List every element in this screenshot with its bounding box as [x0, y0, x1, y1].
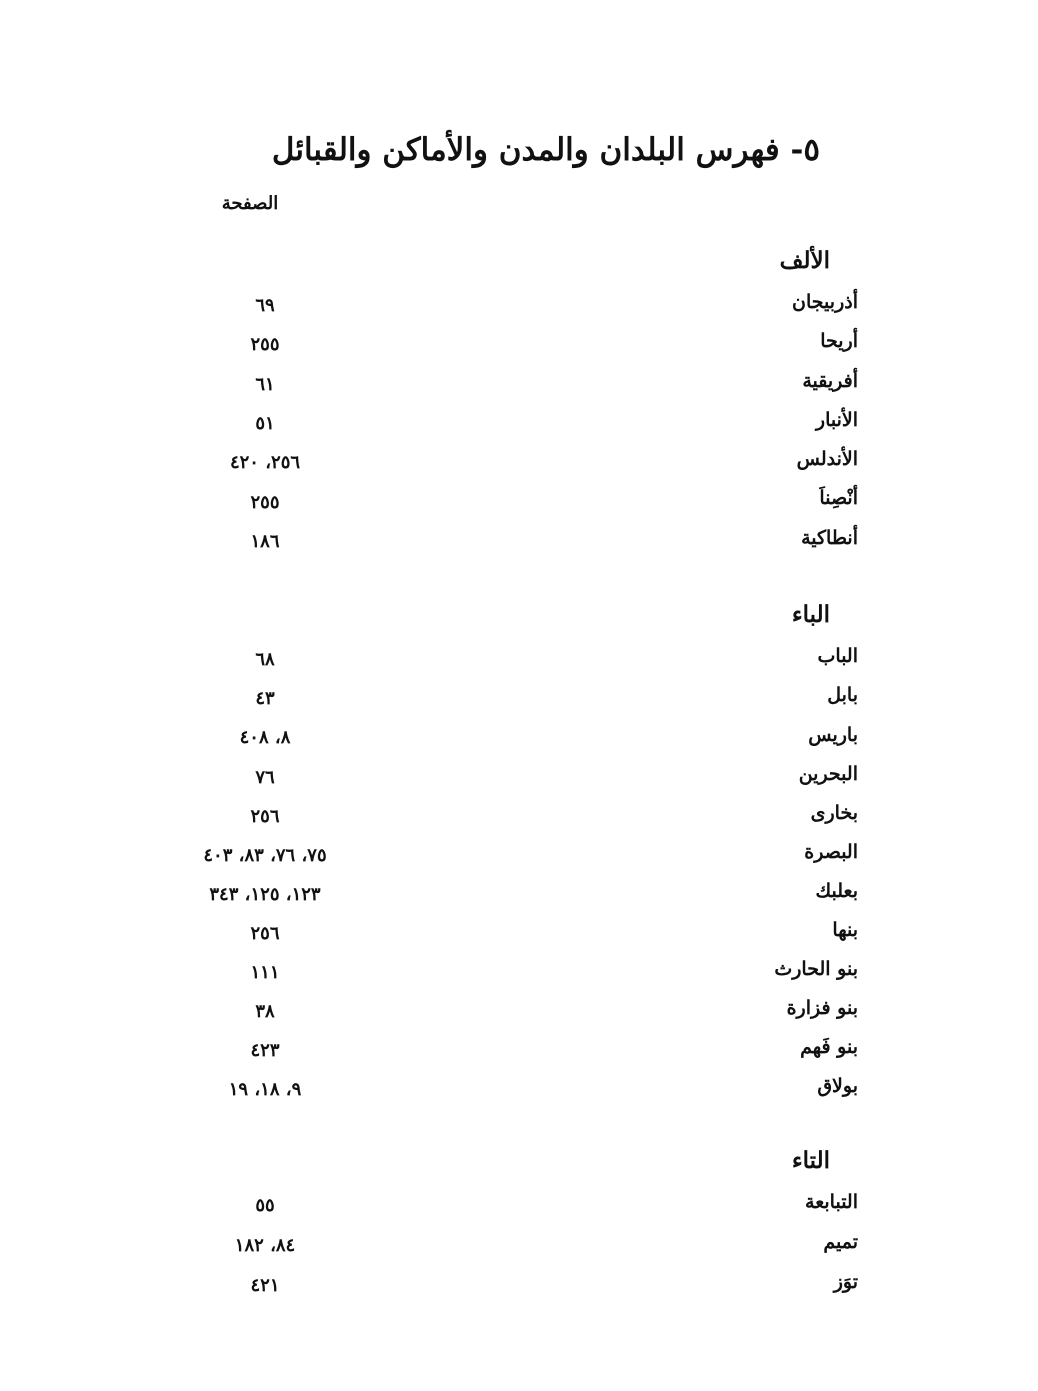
entry-name: الأنبار	[815, 409, 858, 431]
entry-pages: ٥١	[255, 413, 275, 434]
entry-pages: ٩، ١٨، ١٩	[228, 1079, 302, 1100]
entry-name: بنو فَهم	[800, 1036, 858, 1058]
entry-pages: ٥٥	[255, 1195, 275, 1216]
entry-pages: ٢٥٦	[250, 923, 280, 944]
entry-pages: ٤٢١	[250, 1275, 280, 1296]
entry-name: توَز	[833, 1271, 858, 1293]
entry-name: أنطاكية	[801, 527, 858, 549]
section-heading: الألف	[779, 247, 830, 274]
entry-name: أنْصِناَ	[819, 487, 858, 509]
entry-pages: ٤٢٣	[250, 1040, 280, 1061]
section-heading: الباء	[791, 601, 830, 628]
entry-pages: ٦٩	[255, 295, 275, 316]
entry-name: بولاق	[817, 1075, 858, 1097]
entry-pages: ٤٣	[255, 688, 275, 709]
entry-pages: ٨، ٤٠٨	[239, 727, 291, 748]
entry-pages: ١٢٣، ١٢٥، ٣٤٣	[209, 884, 321, 905]
entry-name: أفريقية	[802, 370, 858, 392]
entry-name: البحرين	[798, 763, 858, 785]
entry-name: أريحا	[820, 330, 858, 352]
entry-name: الباب	[817, 645, 858, 667]
section-heading: التاء	[791, 1147, 830, 1174]
entry-pages: ٣٨	[255, 1001, 275, 1022]
entry-pages: ٢٥٦	[250, 806, 280, 827]
entry-name: بعلبك	[815, 880, 858, 902]
entry-pages: ٢٥٥	[250, 492, 280, 513]
entry-pages: ١٨٦	[250, 531, 280, 552]
entry-name: بنها	[832, 919, 858, 941]
page-column-header: الصفحة	[221, 193, 279, 214]
entry-name: البصرة	[804, 841, 858, 863]
page-title: ٥- فهرس البلدان والمدن والأماكن والقبائل	[271, 132, 820, 168]
entry-pages: ٧٥، ٧٦، ٨٣، ٤٠٣	[203, 845, 327, 866]
entry-name: التبابعة	[805, 1191, 858, 1213]
entry-name: بنو الحارث	[774, 958, 858, 980]
entry-pages: ٨٤، ١٨٢	[234, 1235, 296, 1256]
entry-pages: ٦١	[255, 374, 275, 395]
entry-name: باريس	[808, 724, 858, 746]
entry-name: الأندلس	[796, 448, 858, 470]
entry-pages: ٢٥٦، ٤٢٠	[229, 452, 301, 473]
entry-pages: ٢٥٥	[250, 334, 280, 355]
entry-pages: ٦٨	[255, 649, 275, 670]
entry-name: بخارى	[810, 802, 858, 824]
entry-name: تميم	[823, 1231, 858, 1253]
entry-name: أذربيجان	[792, 291, 858, 313]
entry-pages: ١١١	[250, 962, 280, 983]
entry-name: بنو فزارة	[786, 997, 858, 1019]
entry-name: بابل	[827, 684, 858, 706]
entry-pages: ٧٦	[255, 767, 275, 788]
